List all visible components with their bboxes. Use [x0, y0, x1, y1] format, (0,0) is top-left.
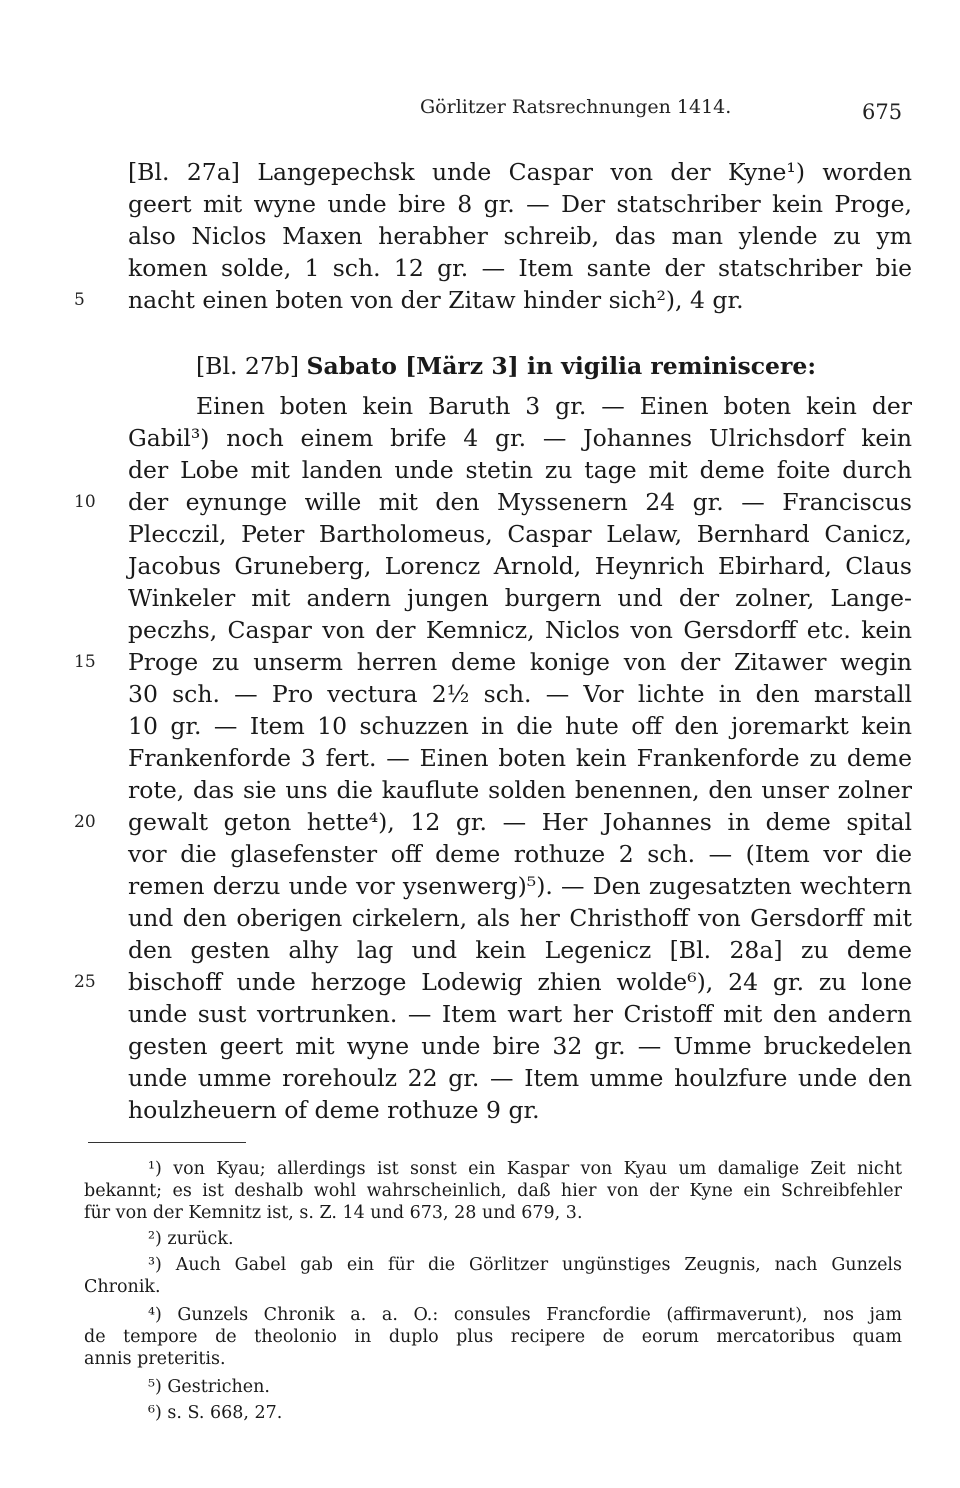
page-number: 675 [862, 100, 903, 124]
text-line: geert mit wyne unde bire 8 gr. — Der statschriber kein Proge, [128, 190, 912, 218]
line-number: 10 [74, 492, 96, 512]
text-line: rote, das sie uns die kauflute solden benennen, den unser zolner [128, 776, 912, 804]
footnote-line: ⁴) Gunzels Chronik a. a. O.: consules Francfordie (affirmaverunt), nos jam [148, 1305, 902, 1325]
footnote-line: ⁵) Gestrichen. [148, 1377, 270, 1397]
footnote-line: de tempore de theolonio in duplo plus recipere de eorum mercatoribus quam [84, 1327, 902, 1347]
footnote-line: für von der Kemnitz ist, s. Z. 14 und 673, 28 und 679, 3. [84, 1203, 583, 1223]
footnote-rule [88, 1142, 246, 1143]
text-line: gesten geert mit wyne unde bire 32 gr. — Umme bruckedelen [128, 1032, 912, 1060]
text-line: houlzheuern of deme rothuze 9 gr. [128, 1096, 540, 1124]
line-number: 20 [74, 812, 96, 832]
text-line: Gabil³) noch einem brife 4 gr. — Johannes Ulrichsdorf kein [128, 424, 912, 452]
text-line: peczhs, Caspar von der Kemnicz, Niclos von Gersdorff etc. kein [128, 616, 912, 644]
text-line: Plecczil, Peter Bartholomeus, Caspar Lelaw, Bernhard Canicz, [128, 520, 912, 548]
date-heading: Sabato [März 3] in vigilia reminiscere: [306, 352, 817, 380]
text-line: bischoff unde herzoge Lodewig zhien wolde⁶), 24 gr. zu lone [128, 968, 912, 996]
text-line: remen derzu unde vor ysenwerg)⁵). — Den zugesatzten wechtern [128, 872, 912, 900]
text-line: 10 gr. — Item 10 schuzzen in die hute off den joremarkt kein [128, 712, 912, 740]
footnote-line: bekannt; es ist deshalb wohl wahrscheinlich, daß hier von der Kyne ein Schreibfehler [84, 1181, 902, 1201]
footnote-line: annis preteritis. [84, 1349, 226, 1369]
text-line: und den oberigen cirkelern, als her Christhoff von Gersdorff mit [128, 904, 912, 932]
footnote-line: ⁶) s. S. 668, 27. [148, 1403, 283, 1423]
line-number: 25 [74, 972, 96, 992]
section-heading [196, 350, 912, 382]
text-line: unde sust vortrunken. — Item wart her Cristoff mit den andern [128, 1000, 912, 1028]
footnote-line: Chronik. [84, 1277, 161, 1297]
footnote-line: ³) Auch Gabel gab ein für die Görlitzer ungünstiges Zeugnis, nach Gunzels [148, 1255, 902, 1275]
text-line: gewalt geton hette⁴), 12 gr. — Her Johannes in deme spital [128, 808, 912, 836]
text-line: den gesten alhy lag und kein Legenicz [Bl. 28a] zu deme [128, 936, 912, 964]
running-title: Görlitzer Ratsrechnungen 1414. [420, 96, 732, 118]
footnote-line: ¹) von Kyau; allerdings ist sonst ein Kaspar von Kyau um damalige Zeit nicht [148, 1159, 902, 1179]
text-line: nacht einen boten von der Zitaw hinder sich²), 4 gr. [128, 286, 744, 314]
text-line: Jacobus Gruneberg, Lorencz Arnold, Heynrich Ebirhard, Claus [128, 552, 912, 580]
footnote-line: ²) zurück. [148, 1229, 234, 1249]
text-line: Einen boten kein Baruth 3 gr. — Einen boten kein der [196, 392, 912, 420]
text-line: komen solde, 1 sch. 12 gr. — Item sante der statschriber bie [128, 254, 912, 282]
text-line: 30 sch. — Pro vectura 2½ sch. — Vor lichte in den marstall [128, 680, 912, 708]
line-number: 15 [74, 652, 96, 672]
text-line: Winkeler mit andern jungen burgern und der zolner, Lange- [128, 584, 912, 612]
folio-reference: [Bl. 27b] [196, 352, 300, 380]
text-line: [Bl. 27a] Langepechsk unde Caspar von der Kyne¹) worden [128, 158, 912, 186]
text-line: also Niclos Maxen herabher schreib, das man ylende zu ym [128, 222, 912, 250]
text-line: Frankenforde 3 fert. — Einen boten kein Frankenforde zu deme [128, 744, 912, 772]
text-line: unde umme rorehoulz 22 gr. — Item umme houlzfure unde den [128, 1064, 912, 1092]
text-line: der Lobe mit landen unde stetin zu tage mit deme foite durch [128, 456, 912, 484]
text-line: Proge zu unserm herren deme konige von der Zitawer wegin [128, 648, 912, 676]
text-line: der eynunge wille mit den Myssenern 24 gr. — Franciscus [128, 488, 912, 516]
line-number: 5 [74, 290, 85, 310]
text-line: vor die glasefenster off deme rothuze 2 sch. — (Item vor die [128, 840, 912, 868]
